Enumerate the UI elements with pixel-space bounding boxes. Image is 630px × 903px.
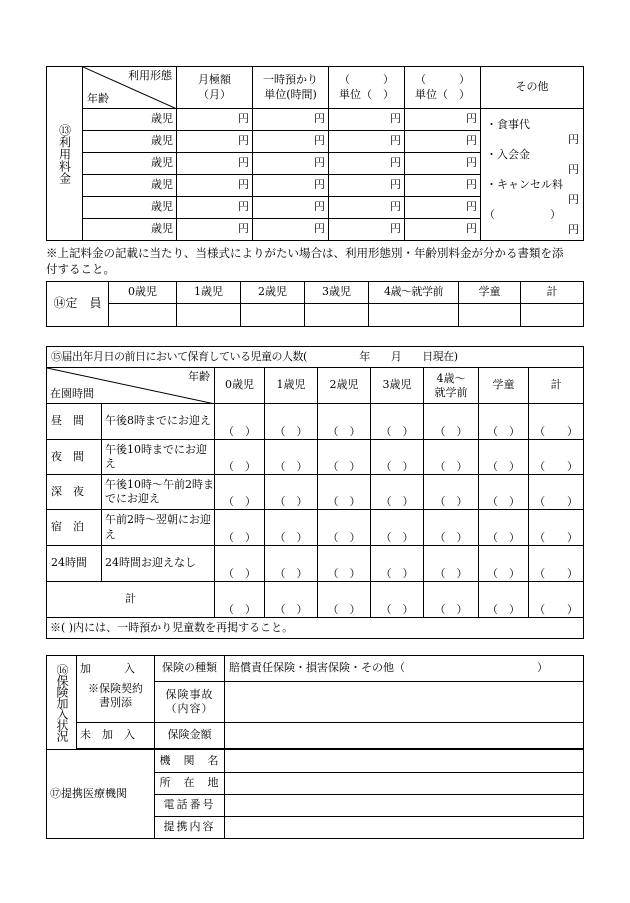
children-header-age0: 0歳児 xyxy=(215,368,265,404)
count-cell[interactable]: （ ） xyxy=(479,475,529,510)
total-cell[interactable]: （ ） xyxy=(215,582,265,618)
count-cell[interactable]: （ ） xyxy=(479,404,529,440)
count-cell[interactable]: （ ） xyxy=(529,440,584,475)
children-header-school: 学童 xyxy=(479,368,529,404)
capacity-label: ⑭定 員 xyxy=(47,282,109,327)
fee-cell[interactable]: 円 xyxy=(329,131,405,153)
item-entrance: ・入会金 xyxy=(486,148,530,161)
capacity-header-age1: 1歳児 xyxy=(177,282,241,304)
count-cell[interactable]: （ ） xyxy=(529,475,584,510)
insurance-type-value[interactable]: 賠償責任保険・損害保険・その他（ ） xyxy=(225,656,584,682)
header-usage-type: 利用形態 xyxy=(128,69,172,82)
medical-address-label: 所 在 地 xyxy=(155,773,225,795)
age-cell[interactable]: 歳児 xyxy=(83,219,177,241)
medical-name-input[interactable] xyxy=(225,750,584,773)
children-note: ※( )内には、一時預かり児童数を再掲すること。 xyxy=(47,618,584,639)
insurance-contract-note: ※保険契約 書別添 xyxy=(77,682,155,723)
count-cell[interactable]: （ ） xyxy=(265,475,318,510)
row-label: 深 夜 xyxy=(47,475,102,510)
item-other: （ ） xyxy=(484,208,561,221)
fee-cell[interactable]: 円 xyxy=(253,131,329,153)
count-cell[interactable]: （ ） xyxy=(265,404,318,440)
header-age: 年齢 xyxy=(188,370,210,383)
yen-entrance: 円 xyxy=(568,163,579,176)
children-header-age3: 3歳児 xyxy=(371,368,424,404)
capacity-header-age3: 3歳児 xyxy=(305,282,369,304)
row-desc: 24時間お迎えなし xyxy=(102,546,215,582)
count-cell[interactable]: （ ） xyxy=(265,510,318,546)
count-cell[interactable]: （ ） xyxy=(371,510,424,546)
col-paren-1: （ ） xyxy=(339,73,394,87)
capacity-input-age1[interactable] xyxy=(177,304,241,327)
count-cell[interactable]: （ ） xyxy=(529,510,584,546)
other-fees-cell[interactable] xyxy=(481,109,584,241)
count-cell[interactable]: （ ） xyxy=(529,546,584,582)
count-cell[interactable]: （ ） xyxy=(215,475,265,510)
fee-cell[interactable]: 円 xyxy=(177,131,253,153)
insurance-accident-input[interactable] xyxy=(225,682,584,723)
fee-cell[interactable]: 円 xyxy=(405,197,481,219)
yen-cancel: 円 xyxy=(568,193,579,206)
fee-cell[interactable]: 円 xyxy=(177,109,253,131)
age-cell[interactable]: 歳児 xyxy=(83,153,177,175)
total-cell[interactable]: （ ） xyxy=(371,582,424,618)
capacity-header-age4-preschool: 4歳～就学前 xyxy=(369,282,459,304)
insurance-section xyxy=(46,655,584,839)
count-cell[interactable]: （ ） xyxy=(424,440,479,475)
count-cell[interactable]: （ ） xyxy=(371,440,424,475)
total-cell[interactable]: （ ） xyxy=(265,582,318,618)
fee-cell[interactable]: 円 xyxy=(329,109,405,131)
age-cell[interactable]: 歳児 xyxy=(83,131,177,153)
insurance-not-joined[interactable]: 未 加 入 xyxy=(77,723,155,749)
count-cell[interactable]: （ ） xyxy=(479,510,529,546)
medical-section-label: ⑰提携医療機関 xyxy=(47,750,155,839)
children-header-age2: 2歳児 xyxy=(318,368,371,404)
children-row-evening xyxy=(47,440,584,475)
fee-cell[interactable]: 円 xyxy=(253,109,329,131)
fee-cell[interactable]: 円 xyxy=(253,197,329,219)
medical-phone-input[interactable] xyxy=(225,795,584,817)
count-cell[interactable]: （ ） xyxy=(215,510,265,546)
row-desc: 午後8時までにお迎え xyxy=(102,404,215,440)
header-stay-time: 在園時間 xyxy=(50,386,94,400)
fee-cell[interactable]: 円 xyxy=(177,175,253,197)
insurance-type-label: 保険の種類 xyxy=(155,656,225,682)
fee-cell[interactable]: 円 xyxy=(177,197,253,219)
insurance-joined[interactable]: 加 入 xyxy=(77,656,155,682)
fee-cell[interactable]: 円 xyxy=(253,153,329,175)
item-meal: ・食事代 xyxy=(486,118,530,131)
row-desc: 午後10時までにお迎え xyxy=(102,440,215,475)
fee-section xyxy=(46,66,584,241)
count-cell[interactable]: （ ） xyxy=(318,404,371,440)
children-row-24h xyxy=(47,546,584,582)
count-cell[interactable]: （ ） xyxy=(215,440,265,475)
capacity-input-age0[interactable] xyxy=(109,304,177,327)
capacity-header-total: 計 xyxy=(521,282,584,304)
fee-cell[interactable]: 円 xyxy=(329,175,405,197)
medical-contract-label: 提携内容 xyxy=(155,817,225,839)
children-row-daytime xyxy=(47,404,584,440)
capacity-input-school[interactable] xyxy=(459,304,521,327)
count-cell[interactable]: （ ） xyxy=(318,510,371,546)
children-row-latenight xyxy=(47,475,584,510)
count-cell[interactable]: （ ） xyxy=(479,440,529,475)
total-label: 計 xyxy=(47,582,215,618)
row-desc: 午前2時～翌朝にお迎え xyxy=(102,510,215,546)
capacity-header-age0: 0歳児 xyxy=(109,282,177,304)
age-cell[interactable]: 歳児 xyxy=(83,175,177,197)
children-section xyxy=(46,346,584,639)
capacity-input-age3[interactable] xyxy=(305,304,369,327)
insurance-amount-input[interactable] xyxy=(225,723,584,749)
fee-cell[interactable]: 円 xyxy=(253,219,329,241)
fee-cell[interactable]: 円 xyxy=(405,153,481,175)
capacity-header-school: 学童 xyxy=(459,282,521,304)
col-temporary: 一時預かり 単位(時間) xyxy=(263,73,318,101)
fee-cell[interactable]: 円 xyxy=(405,109,481,131)
insurance-section-label: ⑯保険加入状況 xyxy=(47,656,77,750)
count-cell[interactable]: （ ） xyxy=(479,546,529,582)
children-diagonal-header xyxy=(47,368,215,404)
row-desc: 午後10時～午前2時までにお迎え xyxy=(102,475,215,510)
fee-cell[interactable]: 円 xyxy=(329,197,405,219)
count-cell[interactable]: （ ） xyxy=(424,510,479,546)
capacity-section xyxy=(46,281,584,327)
medical-name-label: 機 関 名 xyxy=(155,750,225,773)
fee-note: ※上記料金の記載に当たり、当様式によりがたい場合は、利用形態別・年齢別料金が分かる書類を添 付すること。 xyxy=(46,246,564,276)
age-cell[interactable]: 歳児 xyxy=(83,197,177,219)
fee-cell[interactable]: 円 xyxy=(329,219,405,241)
capacity-input-age2[interactable] xyxy=(241,304,305,327)
fee-cell[interactable]: 円 xyxy=(329,153,405,175)
col-paren-2: （ ） xyxy=(415,73,470,87)
children-header-total: 計 xyxy=(529,368,584,404)
total-cell[interactable]: （ ） xyxy=(529,582,584,618)
count-cell[interactable]: （ ） xyxy=(371,546,424,582)
item-cancel: ・キャンセル料 xyxy=(486,178,563,191)
medical-contract-input[interactable] xyxy=(225,817,584,839)
yen-meal: 円 xyxy=(568,133,579,146)
fee-cell[interactable]: 円 xyxy=(405,175,481,197)
fee-cell[interactable]: 円 xyxy=(177,219,253,241)
col-unit-1: 単位（ ） xyxy=(339,87,394,101)
total-cell[interactable]: （ ） xyxy=(479,582,529,618)
yen-other: 円 xyxy=(568,223,579,236)
medical-address-input[interactable] xyxy=(225,773,584,795)
fee-cell[interactable]: 円 xyxy=(405,131,481,153)
fee-row xyxy=(47,109,584,131)
count-cell[interactable]: （ ） xyxy=(265,440,318,475)
count-cell[interactable]: （ ） xyxy=(424,546,479,582)
row-label: 夜 間 xyxy=(47,440,102,475)
count-cell[interactable]: （ ） xyxy=(318,475,371,510)
age-cell[interactable]: 歳児 xyxy=(83,109,177,131)
insurance-amount-label: 保険金額 xyxy=(155,723,225,749)
medical-phone-label: 電話番号 xyxy=(155,795,225,817)
fee-section-label: ⑬利用料金 xyxy=(47,67,83,241)
row-label: 宿 泊 xyxy=(47,510,102,546)
insurance-accident-label: 保険事故 （内容） xyxy=(155,682,225,723)
count-cell[interactable]: （ ） xyxy=(371,475,424,510)
children-header-age4-preschool: 4歳～ 就学前 xyxy=(424,368,479,404)
count-cell[interactable]: （ ） xyxy=(371,404,424,440)
fee-cell[interactable]: 円 xyxy=(177,153,253,175)
children-title: ⑮届出年月日の前日において保育している児童の人数( 年 月 日現在) xyxy=(47,347,584,368)
fee-cell[interactable]: 円 xyxy=(253,175,329,197)
count-cell[interactable]: （ ） xyxy=(215,404,265,440)
count-cell[interactable]: （ ） xyxy=(318,440,371,475)
total-cell[interactable]: （ ） xyxy=(424,582,479,618)
count-cell[interactable]: （ ） xyxy=(424,404,479,440)
col-monthly: 月極額 （月） xyxy=(198,73,231,101)
row-label: 24時間 xyxy=(47,546,102,582)
count-cell[interactable]: （ ） xyxy=(529,404,584,440)
total-cell[interactable]: （ ） xyxy=(318,582,371,618)
fee-diagonal-header xyxy=(83,67,177,109)
capacity-input-total[interactable] xyxy=(521,304,584,327)
count-cell[interactable]: （ ） xyxy=(265,546,318,582)
header-age: 年齢 xyxy=(87,91,109,105)
capacity-header-age2: 2歳児 xyxy=(241,282,305,304)
capacity-input-age4-preschool[interactable] xyxy=(369,304,459,327)
children-row-total xyxy=(47,582,584,618)
row-label: 昼 間 xyxy=(47,404,102,440)
count-cell[interactable]: （ ） xyxy=(318,546,371,582)
col-unit-2: 単位（ ） xyxy=(415,87,470,101)
children-header-age1: 1歳児 xyxy=(265,368,318,404)
fee-cell[interactable]: 円 xyxy=(405,219,481,241)
children-row-overnight xyxy=(47,510,584,546)
count-cell[interactable]: （ ） xyxy=(424,475,479,510)
col-other: その他 xyxy=(481,67,584,109)
count-cell[interactable]: （ ） xyxy=(215,546,265,582)
